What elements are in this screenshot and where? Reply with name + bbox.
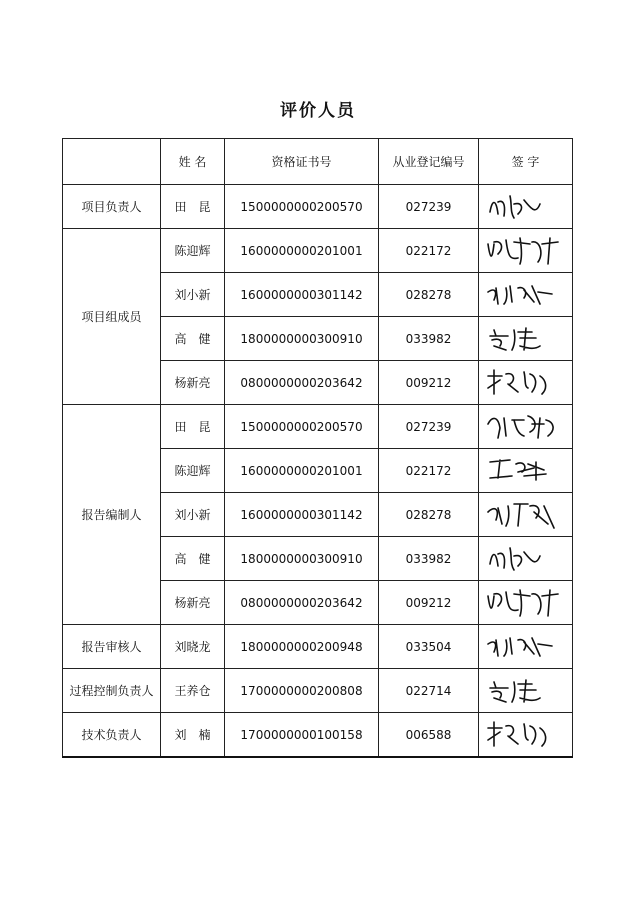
cert-cell: 1600000000201001: [225, 449, 379, 493]
role-cell: 报告编制人: [63, 405, 161, 625]
table-row: [63, 625, 573, 669]
name-cell: 高 健: [161, 537, 225, 581]
header-name: 姓 名: [161, 139, 225, 185]
role-cell: 过程控制负责人: [63, 669, 161, 713]
cert-cell: 1700000000200808: [225, 669, 379, 713]
handwritten-signature: [484, 322, 568, 356]
table-row: [63, 229, 573, 273]
handwritten-signature: [484, 718, 568, 752]
reg-cell: 006588: [379, 713, 479, 758]
cert-cell: 0800000000203642: [225, 581, 379, 625]
role-cell: 报告审核人: [63, 625, 161, 669]
cert-cell: 1800000000300910: [225, 537, 379, 581]
cert-cell: 1500000000200570: [225, 405, 379, 449]
handwritten-signature: [484, 498, 568, 532]
table-row: [63, 185, 573, 229]
signature-cell: [479, 713, 573, 758]
role-cell: 项目负责人: [63, 185, 161, 229]
header-reg: 从业登记编号: [379, 139, 479, 185]
signature-cell: [479, 537, 573, 581]
handwritten-signature: [484, 278, 568, 312]
table-header-row: [63, 139, 573, 185]
signature-cell: [479, 625, 573, 669]
cert-cell: 1600000000301142: [225, 273, 379, 317]
header-role: [63, 139, 161, 185]
reg-cell: 027239: [379, 185, 479, 229]
handwritten-signature: [484, 630, 568, 664]
signature-cell: [479, 449, 573, 493]
page-title: 评价人员: [280, 101, 356, 121]
signature-cell: [479, 361, 573, 405]
reg-cell: 022172: [379, 229, 479, 273]
handwritten-signature: [484, 366, 568, 400]
role-cell: 技术负责人: [63, 713, 161, 758]
handwritten-signature: [484, 674, 568, 708]
name-cell: 田 昆: [161, 185, 225, 229]
reg-cell: 028278: [379, 273, 479, 317]
cert-cell: 1700000000100158: [225, 713, 379, 758]
name-cell: 刘 楠: [161, 713, 225, 758]
table-row: [63, 405, 573, 449]
cert-cell: 1800000000200948: [225, 625, 379, 669]
cert-cell: 1600000000301142: [225, 493, 379, 537]
name-cell: 刘晓龙: [161, 625, 225, 669]
reg-cell: 027239: [379, 405, 479, 449]
handwritten-signature: [484, 190, 568, 224]
reg-cell: 022714: [379, 669, 479, 713]
signature-cell: [479, 669, 573, 713]
cert-cell: 1500000000200570: [225, 185, 379, 229]
header-signature: 签 字: [479, 139, 573, 185]
reg-cell: 033504: [379, 625, 479, 669]
evaluator-table: [62, 138, 573, 758]
name-cell: 田 昆: [161, 405, 225, 449]
name-cell: 陈迎辉: [161, 449, 225, 493]
handwritten-signature: [484, 454, 568, 488]
header-cert: 资格证书号: [225, 139, 379, 185]
name-cell: 陈迎辉: [161, 229, 225, 273]
name-cell: 高 健: [161, 317, 225, 361]
signature-cell: [479, 185, 573, 229]
table-row: [63, 669, 573, 713]
cert-cell: 1600000000201001: [225, 229, 379, 273]
signature-cell: [479, 493, 573, 537]
signature-cell: [479, 405, 573, 449]
handwritten-signature: [484, 234, 568, 268]
reg-cell: 009212: [379, 581, 479, 625]
name-cell: 刘小新: [161, 493, 225, 537]
name-cell: 刘小新: [161, 273, 225, 317]
reg-cell: 022172: [379, 449, 479, 493]
reg-cell: 033982: [379, 317, 479, 361]
name-cell: 杨新亮: [161, 361, 225, 405]
role-cell: 项目组成员: [63, 229, 161, 405]
cert-cell: 0800000000203642: [225, 361, 379, 405]
reg-cell: 033982: [379, 537, 479, 581]
name-cell: 杨新亮: [161, 581, 225, 625]
signature-cell: [479, 317, 573, 361]
name-cell: 王养仓: [161, 669, 225, 713]
table-row: [63, 713, 573, 758]
signature-cell: [479, 273, 573, 317]
cert-cell: 1800000000300910: [225, 317, 379, 361]
handwritten-signature: [484, 586, 568, 620]
handwritten-signature: [484, 410, 568, 444]
reg-cell: 009212: [379, 361, 479, 405]
reg-cell: 028278: [379, 493, 479, 537]
signature-cell: [479, 581, 573, 625]
signature-cell: [479, 229, 573, 273]
handwritten-signature: [484, 542, 568, 576]
